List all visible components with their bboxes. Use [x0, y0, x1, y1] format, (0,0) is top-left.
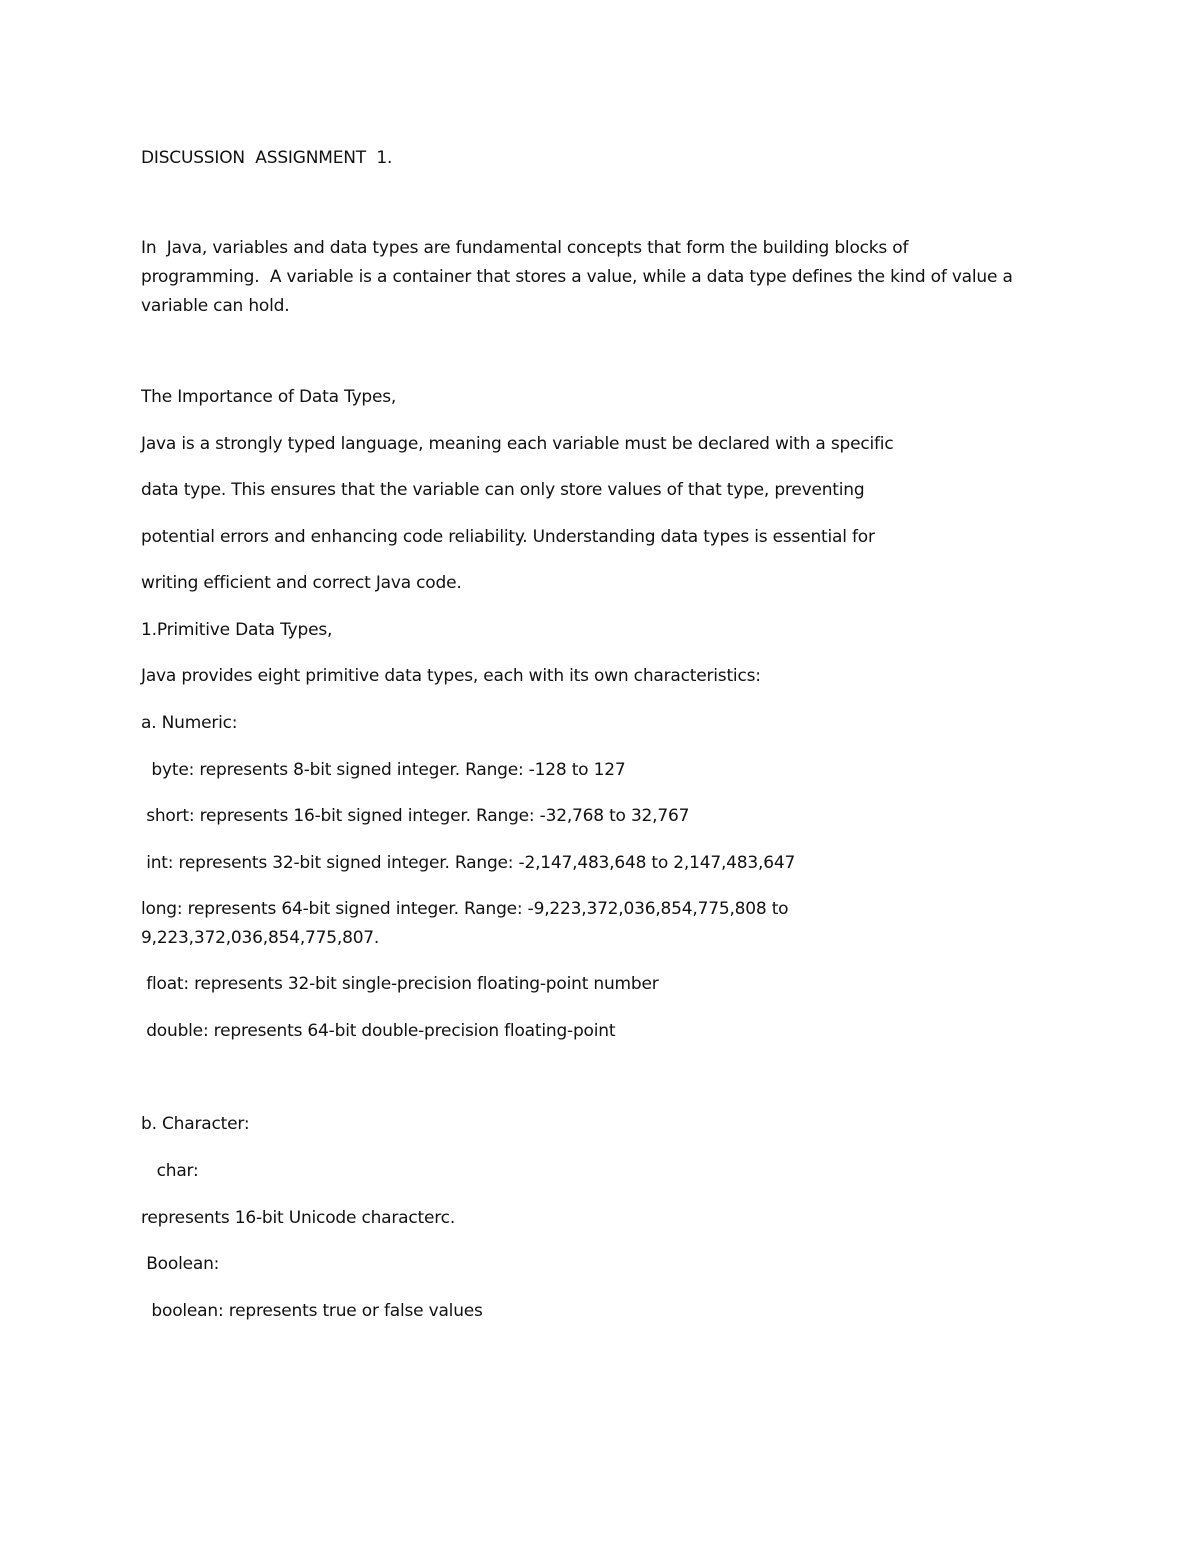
section-heading: The Importance of Data Types, — [141, 387, 397, 407]
primitive-heading: 1.Primitive Data Types, — [141, 620, 333, 640]
char-label: char: — [141, 1161, 199, 1181]
numeric-double: double: represents 64-bit double-precision floating-point — [141, 1021, 616, 1041]
importance-line-3: potential errors and enhancing code reliability. Understanding data types is essential for — [141, 527, 875, 547]
numeric-float: float: represents 32-bit single-precision floating-point number — [141, 974, 659, 994]
numeric-short: short: represents 16-bit signed integer. Range: -32,768 to 32,767 — [141, 806, 690, 826]
primitive-intro: Java provides eight primitive data types, each with its own characteristics: — [141, 666, 761, 686]
numeric-long-line-1: long: represents 64-bit signed integer. Range: -9,223,372,036,854,775,808 to — [141, 899, 789, 919]
document-title: DISCUSSION ASSIGNMENT 1. — [141, 148, 393, 168]
intro-line-3: variable can hold. — [141, 296, 290, 316]
boolean-description: boolean: represents true or false values — [141, 1301, 483, 1321]
char-description: represents 16-bit Unicode characterc. — [141, 1208, 456, 1228]
character-heading: b. Character: — [141, 1114, 250, 1134]
importance-line-4: writing efficient and correct Java code. — [141, 573, 462, 593]
intro-line-2: programming. A variable is a container that stores a value, while a data type defines the kind of value a — [141, 267, 1013, 287]
importance-line-2: data type. This ensures that the variable can only store values of that type, preventing — [141, 480, 865, 500]
numeric-heading: a. Numeric: — [141, 713, 238, 733]
importance-line-1: Java is a strongly typed language, meaning each variable must be declared with a specific — [141, 434, 894, 454]
intro-line-1: In Java, variables and data types are fundamental concepts that form the building blocks of — [141, 238, 909, 258]
numeric-byte: byte: represents 8-bit signed integer. Range: -128 to 127 — [141, 760, 626, 780]
numeric-int: int: represents 32-bit signed integer. Range: -2,147,483,648 to 2,147,483,647 — [141, 853, 796, 873]
numeric-long-line-2: 9,223,372,036,854,775,807. — [141, 928, 380, 948]
boolean-heading: Boolean: — [141, 1254, 220, 1274]
